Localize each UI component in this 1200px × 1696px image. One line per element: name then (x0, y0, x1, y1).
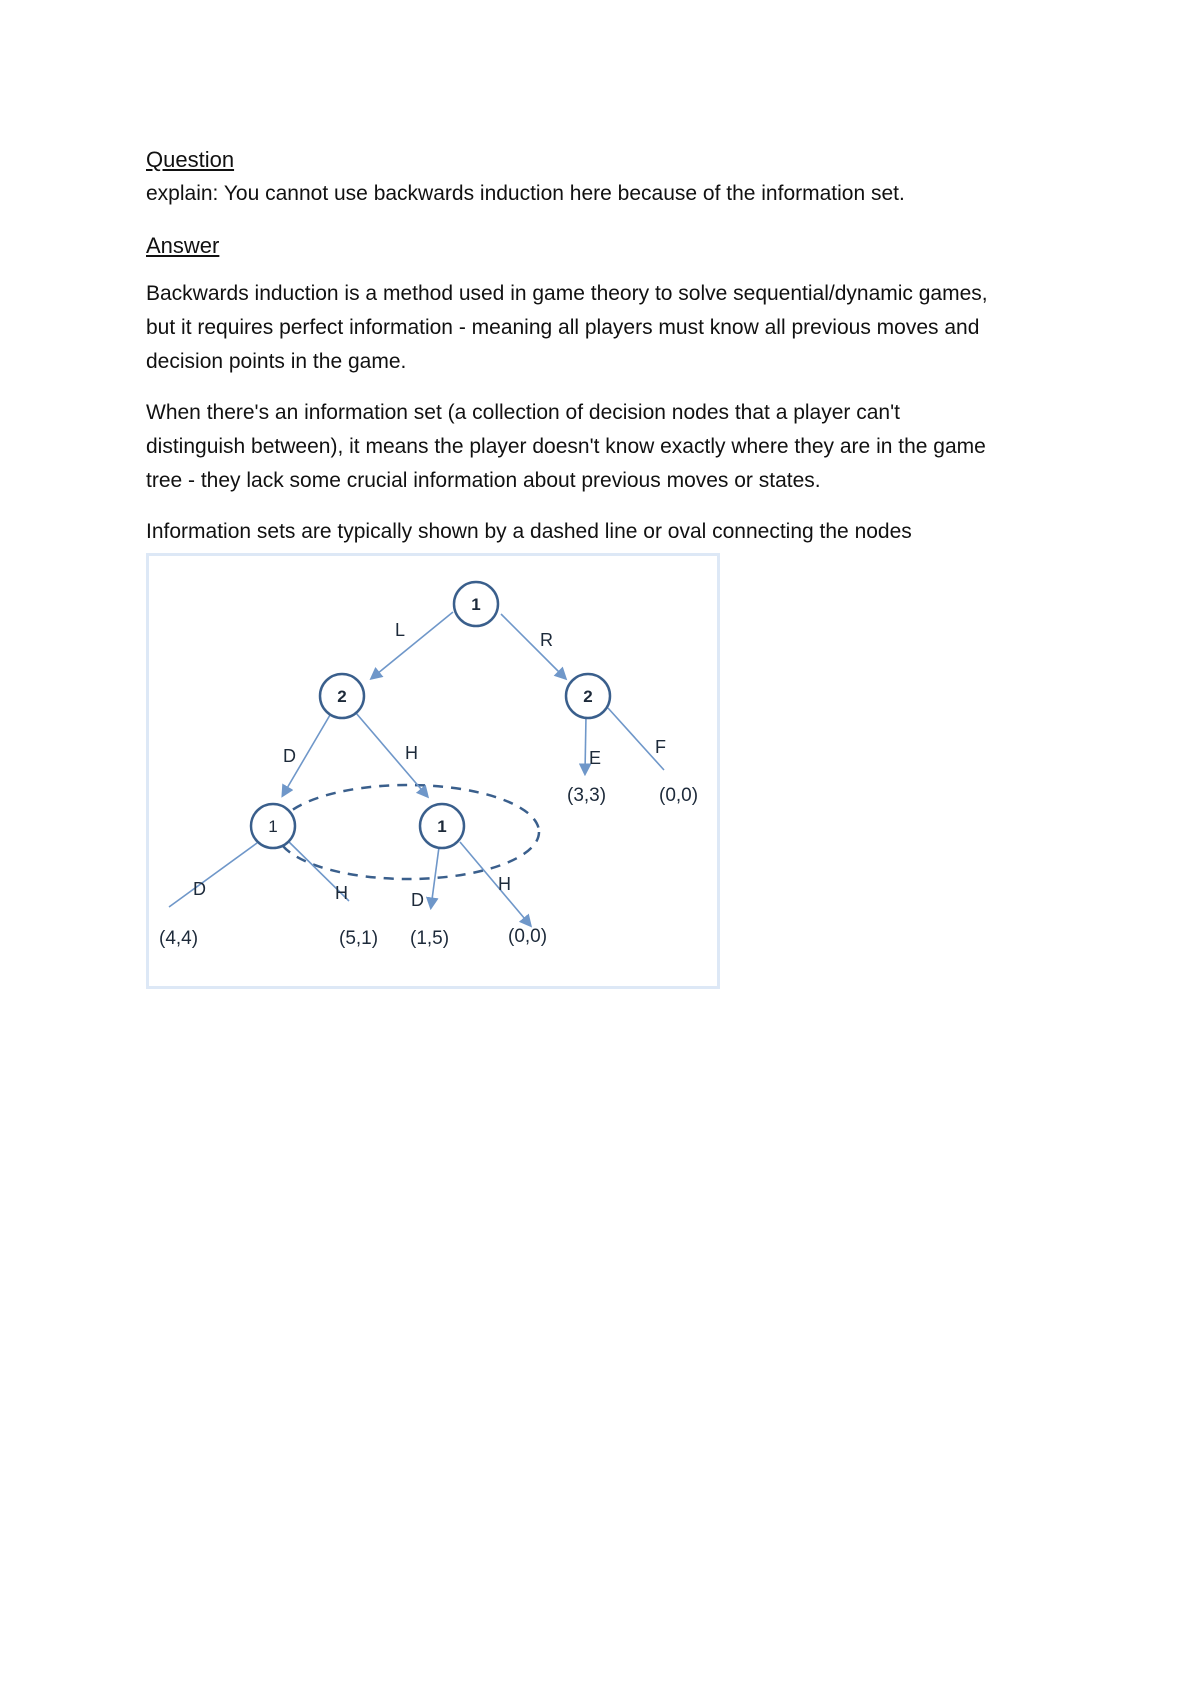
answer-paragraph-2-line: When there's an information set (a collection of decision nodes that a player can't (146, 401, 900, 424)
info-set-right-node-label: 1 (437, 817, 447, 836)
game-tree-figure (146, 553, 720, 989)
answer-paragraph-2-line: distinguish between), it means the player doesn't know exactly where they are in the game (146, 435, 986, 458)
payoff-dh: (5,1) (339, 928, 379, 949)
edge-label-e: E (589, 748, 602, 768)
payoff-dd: (4,4) (159, 928, 199, 949)
edge-p2right-e (585, 716, 586, 773)
payoff-hh: (0,0) (508, 926, 548, 947)
game-tree-diagram (149, 556, 717, 986)
edge-inforight-h (460, 842, 530, 925)
edge-infoleft-d (169, 843, 257, 907)
answer-paragraph-1-line: Backwards induction is a method used in game theory to solve sequential/dynamic games, (146, 282, 988, 305)
answer-paragraph-1-line: decision points in the game. (146, 350, 407, 373)
payoff-hd: (1,5) (410, 928, 450, 949)
payoff-e: (3,3) (567, 785, 607, 806)
edge-root-left (372, 612, 453, 678)
answer-paragraph-2-line: tree - they lack some crucial information about previous moves or states. (146, 469, 821, 492)
payoff-f: (0,0) (659, 785, 699, 806)
answer-paragraph-1-line: but it requires perfect information - meaning all players must know all previous moves and (146, 316, 980, 339)
answer-paragraph-3-line: Information sets are typically shown by a dashed line or oval connecting the nodes (146, 520, 912, 543)
question-text: explain: You cannot use backwards induction here because of the information set. (146, 182, 905, 205)
edge-label-d: D (193, 879, 206, 899)
info-set-left-node-label: 1 (268, 817, 278, 836)
edge-label-h: H (405, 743, 418, 763)
player2-left-node-label: 2 (337, 687, 347, 706)
edge-label-r: R (540, 630, 553, 650)
edge-label-h: H (335, 883, 348, 903)
edge-label-d: D (283, 746, 296, 766)
edge-label-f: F (655, 737, 666, 757)
edge-label-d: D (411, 890, 424, 910)
information-set-oval (277, 785, 539, 879)
edge-root-right (501, 614, 565, 678)
root-node-label: 1 (471, 595, 481, 614)
answer-heading: Answer (146, 233, 220, 258)
question-heading: Question (146, 147, 235, 172)
player2-right-node-label: 2 (583, 687, 593, 706)
edge-label-l: L (395, 620, 406, 640)
edge-label-h: H (498, 874, 511, 894)
